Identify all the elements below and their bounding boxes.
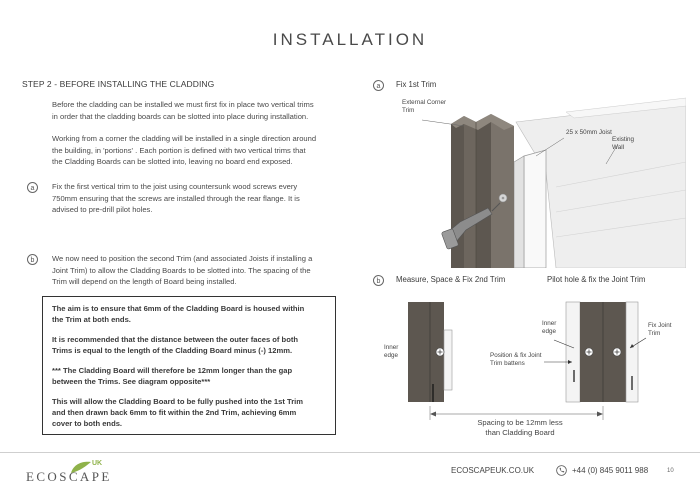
- step-b-paragraph: [52, 253, 342, 288]
- caption-line: than Cladding Board: [485, 427, 555, 437]
- note-line: the Trim at both ends.: [52, 315, 131, 325]
- phone-number: +44 (0) 845 9011 988: [572, 466, 649, 475]
- intro-paragraph: [52, 99, 342, 122]
- label-line: Inner: [384, 344, 399, 351]
- step-a-marker: a: [27, 182, 38, 193]
- note-line: It is recommended that the distance between the outer faces of both: [52, 335, 298, 344]
- note-line: between the Trims. See diagram opposite***: [52, 377, 211, 387]
- label-line: Trim battens: [490, 360, 525, 367]
- note-line: The aim is to ensure that 6mm of the Cladding Board is housed within: [52, 304, 305, 313]
- note-box: [42, 296, 336, 435]
- logo-suffix: UK: [92, 460, 103, 467]
- logo-wordmark: ECOSCAPE: [26, 469, 112, 484]
- label-line: Trim: [402, 107, 415, 114]
- step-a-line: advised to pre-drill pilot holes.: [52, 205, 153, 215]
- diagram-a-title: Fix 1st Trim: [396, 80, 437, 89]
- note-longer: [52, 365, 326, 387]
- note-recommendation: [52, 334, 326, 356]
- label-external-corner-trim: [402, 99, 446, 115]
- note-line: cover to both ends.: [52, 419, 123, 429]
- label-joist: 25 x 50mm Joist: [566, 129, 612, 136]
- note-line: This will allow the Cladding Board to be fully pushed into the 1st Trim: [52, 397, 304, 406]
- joint-trim-batten-left: [566, 302, 580, 402]
- step-heading: STEP 2 - BEFORE INSTALLING THE CLADDING: [22, 79, 215, 89]
- label-existing-wall: [612, 136, 634, 152]
- portions-line: the Cladding Boards can be slotted into, leaving no board end exposed.: [52, 157, 293, 167]
- website-link[interactable]: ECOSCAPEUK.CO.UK: [451, 466, 535, 475]
- joist-side: [514, 156, 524, 268]
- note-aim: [52, 303, 326, 325]
- fix-first-trim-illustration: [396, 92, 686, 268]
- diagram-b-marker: b: [373, 275, 384, 286]
- label-line: Wall: [612, 144, 625, 151]
- corner-trim-flange: [491, 114, 514, 268]
- step-a-paragraph: [52, 181, 342, 216]
- label-line: Inner: [542, 320, 557, 327]
- label-joint-trim-battens: [490, 352, 541, 368]
- label-line: Position & fix Joint: [490, 352, 542, 359]
- step-b-line: Trim will depend on the length of Board being installed.: [52, 277, 237, 287]
- caption-line: Spacing to be 12mm less: [477, 418, 563, 427]
- label-line: External Corner: [402, 99, 447, 106]
- label-fix-joint-trim: [648, 322, 671, 338]
- note-line: Trims is equal to the length of the Cladding Board minus (-) 12mm.: [52, 346, 293, 356]
- corner-trim-side: [476, 114, 491, 268]
- label-line: Trim: [648, 330, 661, 337]
- step-b-line: Joint Trim) to allow the Cladding Boards to be slotted into. The spacing of the: [52, 265, 311, 275]
- step-b-line: We now need to position the second Trim (and associated Joists if installing a: [52, 254, 313, 263]
- page-title: INSTALLATION: [272, 30, 428, 49]
- step-a-line: Fix the first vertical trim to the joist using countersunk wood screws every: [52, 182, 298, 191]
- diagram-b-title-right: Pilot hole & fix the Joint Trim: [547, 275, 646, 284]
- label-inner-edge-left: [384, 344, 398, 360]
- note-allow: [52, 396, 326, 430]
- label-line: edge: [542, 328, 557, 335]
- portions-line: the building, in 'portions' . Each portion is defined with two vertical trims that: [52, 145, 306, 155]
- diagram-a-marker: a: [373, 80, 384, 91]
- portions-line: Working from a corner the cladding will be installed in a single direction around: [52, 134, 317, 143]
- step-b-marker: b: [27, 254, 38, 265]
- intro-line: Before the cladding can be installed we must first fix in place two vertical trims: [52, 100, 314, 109]
- page-number: 10: [667, 468, 674, 474]
- label-inner-edge-right: [542, 320, 556, 336]
- label-line: edge: [384, 352, 399, 359]
- spacing-caption: [470, 418, 570, 437]
- footer-divider: [0, 452, 700, 453]
- step-a-line: 750mm ensuring that the screws are installed through the rear flange. It is: [52, 193, 300, 203]
- second-trim-batten: [444, 330, 452, 390]
- note-line: *** The Cladding Board will therefore be 12mm longer than the gap: [52, 366, 293, 375]
- label-line: Existing: [612, 136, 635, 143]
- ecoscape-logo: [26, 460, 116, 486]
- intro-line: in order that the cladding boards can be slotted into place during installation.: [52, 111, 309, 121]
- note-line: and then drawn back 6mm to fit within the 2nd Trim, achieving 6mm: [52, 408, 297, 418]
- diagram-b-title-left: Measure, Space & Fix 2nd Trim: [396, 275, 506, 284]
- corner-trim-mid: [464, 116, 476, 268]
- phone-icon: [556, 465, 567, 476]
- label-line: Fix Joint: [648, 322, 672, 329]
- portions-paragraph: [52, 133, 342, 168]
- joist: [524, 150, 546, 268]
